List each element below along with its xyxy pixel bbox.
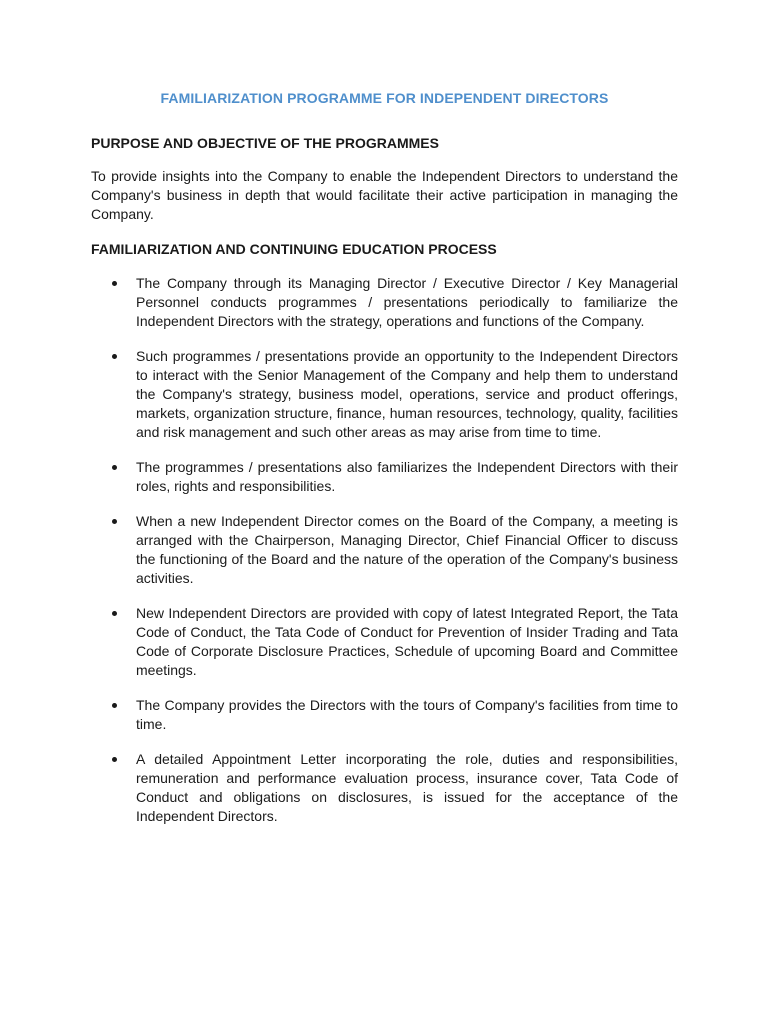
list-item (91, 274, 678, 331)
bullet-icon (112, 611, 117, 616)
bullet-icon (112, 703, 117, 708)
list-item-text: The programmes / presentations also familiarizes the Independent Directors with their roles, rights and responsibilities. (136, 459, 678, 494)
bullet-icon (112, 354, 117, 359)
document-title: FAMILIARIZATION PROGRAMME FOR INDEPENDENT DIRECTORS (160, 90, 609, 106)
process-bullet-list (91, 274, 678, 826)
bullet-icon (112, 465, 117, 470)
list-item (91, 696, 678, 734)
section-heading-purpose: PURPOSE AND OBJECTIVE OF THE PROGRAMMES (91, 135, 439, 151)
purpose-paragraph: To provide insights into the Company to enable the Independent Directors to understand the Company's business in depth that would facilitate their active participation in managing the Company. (91, 168, 678, 222)
list-item-text: The Company provides the Directors with the tours of Company's facilities from time to time. (136, 697, 678, 732)
bullet-icon (112, 281, 117, 286)
list-item-text: A detailed Appointment Letter incorporating the role, duties and responsibilities, remuneration and performance evaluation process, insurance cover, Tata Code of Conduct and obligations on disclosures, is issued for the acceptance of the Independent Directors. (136, 751, 678, 824)
bullet-icon (112, 757, 117, 762)
list-item-text: Such programmes / presentations provide an opportunity to the Independent Directors to interact with the Senior Management of the Company and help them to understand the Company's strategy, business model, operations, service and product offerings, markets, organization structure, finance, human resources, technology, quality, facilities and risk management and such other areas as may arise from time to time. (136, 348, 678, 440)
list-item (91, 604, 678, 680)
list-item-text: New Independent Directors are provided with copy of latest Integrated Report, the Tata Code of Conduct, the Tata Code of Conduct for Prevention of Insider Trading and Tata Code of Corporate Disclosure Practices, Schedule of upcoming Board and Committee meetings. (136, 605, 678, 678)
list-item (91, 347, 678, 442)
list-item (91, 512, 678, 588)
bullet-icon (112, 519, 117, 524)
list-item (91, 750, 678, 826)
list-item (91, 458, 678, 496)
section-heading-process: FAMILIARIZATION AND CONTINUING EDUCATION PROCESS (91, 241, 497, 257)
list-item-text: The Company through its Managing Director / Executive Director / Key Managerial Personnel conducts programmes / presentations periodically to familiarize the Independent Directors with the strategy, operations and functions of the Company. (136, 275, 678, 329)
list-item-text: When a new Independent Director comes on the Board of the Company, a meeting is arranged with the Chairperson, Managing Director, Chief Financial Officer to discuss the functioning of the Board and the nature of the operation of the Company's business activities. (136, 513, 678, 586)
